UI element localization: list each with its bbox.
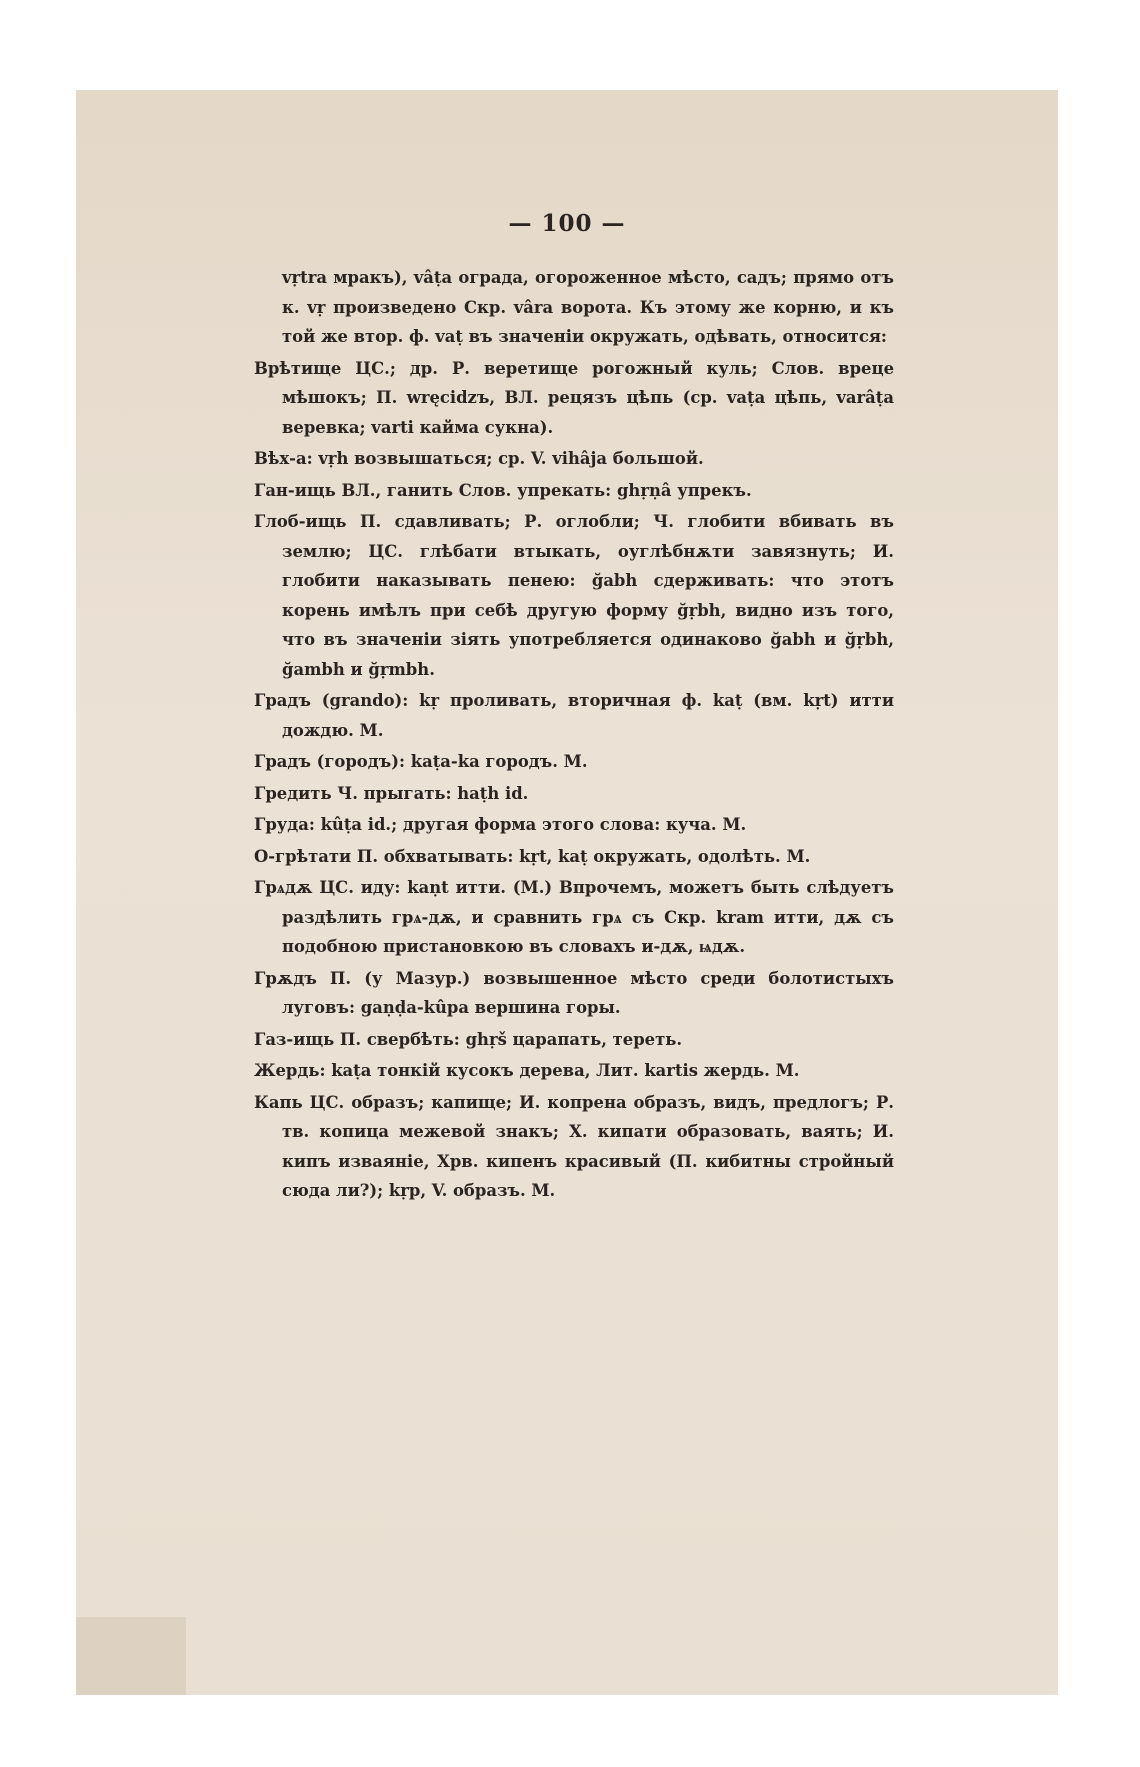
- entry-zherd: Жердь: kaṭa тонкій кусокъ дерева, Лит. kartis жердь. М.: [254, 1061, 800, 1080]
- entry-gruda: Груда: kûṭa id.; другая форма этого слова: куча. М.: [254, 815, 747, 834]
- entry-kap: Капь ЦС. образъ; капище; И. копрена образъ, видъ, предлогъ; Р. тв. копица межевой знакъ; Х. кипати образовать, ваять; И. кипъ изваяніе, Хрв. кипенъ красивый (П. кибитны стройный сюда ли?); kṛp, V. образъ. М.: [254, 1092, 894, 1200]
- page-text: [254, 263, 894, 1206]
- entry-vretishche: Врѣтище ЦС.; др. Р. веретище рогожный куль; Слов. вреце мѣшокъ; П. wręcidzъ, ВЛ. рецязъ цѣпь (ср. vaṭa цѣпь, varâṭa веревка; varti кайма сукна).: [254, 358, 894, 437]
- entry-vrtra-continuation: vṛtra мракъ), vâṭa ограда, огороженное мѣсто, садъ; прямо отъ к. vṛ произведено Скр. vâra ворота. Къ этому же корню, и къ той же втор. ф. vaṭ въ значеніи окружать, одѣвать, относится:: [282, 268, 894, 346]
- entry-gan: Ган-ищь ВЛ., ганить Слов. упрекать: ghṛṇâ упрекъ.: [254, 480, 752, 500]
- entry-glob: Глоб-ищь П. сдавливать; Р. оглобли; Ч. глобити вбивать въ землю; ЦС. глѣбати втыкать, оуглѣбнѫти завязнуть; И. глобити наказывать пенею: ğabh сдерживать: что этотъ корень имѣлъ при себѣ другую форму ğṛbh, видно изъ того, что въ значеніи зіять употребляется одинаково ğabh и ğṛbh, ğambh и ğṛmbh.: [254, 512, 894, 679]
- entry-o-gretati: О-грѣтати П. обхватывать: kṛt, kaṭ окружать, одолѣть. М.: [254, 846, 811, 866]
- entry-grad-grando: Градъ (grando): kṛ проливать, вторичная ф. kaṭ (вм. kṛt) итти дождю. М.: [254, 691, 894, 740]
- scan-edge-shadow: [76, 1617, 186, 1695]
- page-number: — 100 —: [508, 210, 626, 237]
- entry-gradzh: Грѧдѫ ЦС. иду: kaṇt итти. (М.) Впрочемъ, можетъ быть слѣдуетъ раздѣлить грѧ-дѫ, и сравнить грѧ съ Скр. kram итти, дѫ съ подобною пристановкою въ словахъ и-дѫ, ѩдѫ.: [254, 878, 894, 956]
- entry-grzhad: Грѫдъ П. (у Мазур.) возвышенное мѣсто среди болотистыхъ луговъ: gaṇḍa-kûpa вершина горы.: [254, 968, 894, 1017]
- entry-gredit: Гредить Ч. прыгать: haṭh id.: [254, 783, 529, 803]
- entry-gaz: Газ-ищь П. свербѣть: ghṛš царапать, тереть.: [254, 1029, 683, 1049]
- scanned-page: [76, 90, 1058, 1695]
- entry-grad-gorod: Градъ (городъ): kaṭa-ka городъ. М.: [254, 752, 588, 771]
- entry-vekh: Вѣх-а: vṛh возвышаться; ср. V. vihâja большой.: [254, 449, 704, 468]
